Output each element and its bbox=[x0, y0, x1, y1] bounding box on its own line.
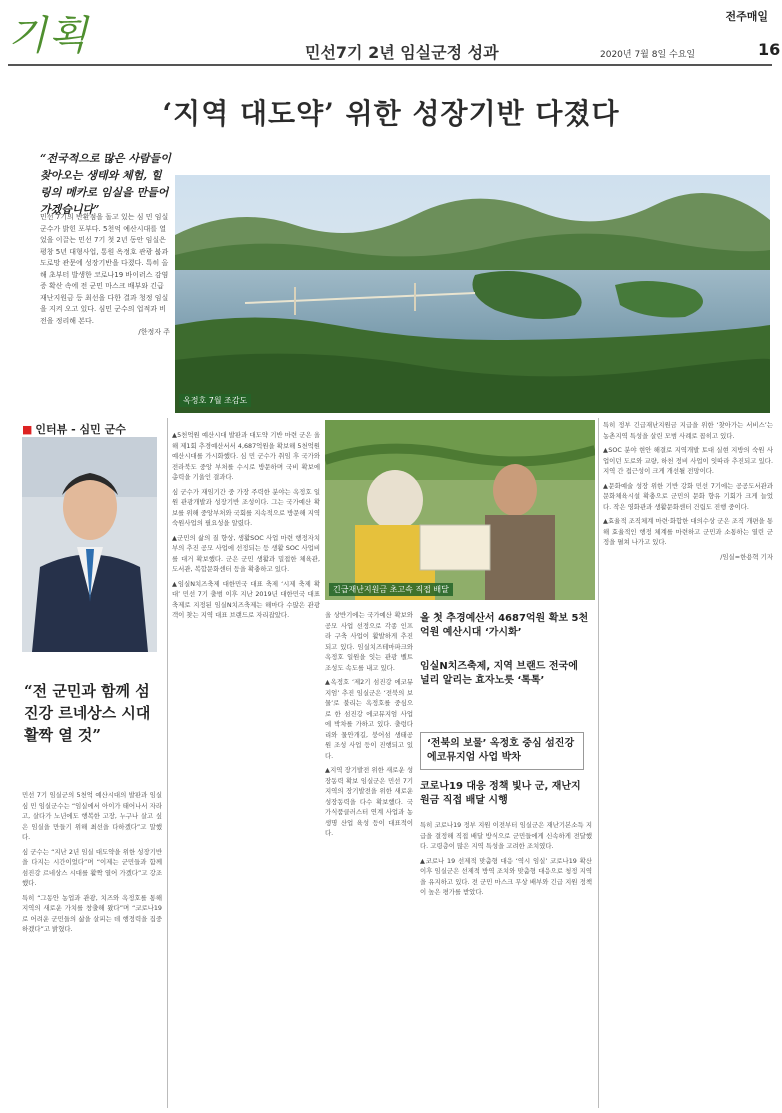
publication-name: 전주매일 bbox=[725, 10, 768, 23]
header-rule bbox=[8, 64, 772, 66]
interview-label-text: 인터뷰 - 심민 군수 bbox=[35, 423, 126, 436]
body-paragraph: 심 군수가 재임기간 중 가장 주력한 분야는 옥정호 일원 관광개발과 성장기반 조성이다. 그는 국가예산 확보를 위해 중앙부처와 국회를 지속적으로 방문해 지역 숙원사업의 필요성을 알렸다. bbox=[172, 487, 320, 527]
section-label: 기획 bbox=[8, 13, 90, 59]
interview-paragraph: 민선 7기 임실군의 5천억 예산시대의 발판과 임실 심 민 임실군수는 “임실에서 아이가 태어나서 자라고, 살다가 노년에도 행복한 고장, 누구나 살고 싶은 임실을 만들기 위해 최선을 다하겠다”고 말했다. bbox=[22, 791, 162, 841]
interview-paragraph: 특히 “그동안 농업과 관광, 치즈와 옥정호를 통해 지역의 새로운 가치를 창출해 왔다”며 “코로나19로 어려운 군민들의 삶을 살피는 데 행정력을 집중하겠다”고 밝혔다. bbox=[22, 893, 162, 933]
column-4 bbox=[420, 820, 592, 1110]
subhead-cheese-festival: 임실N치즈축제, 지역 브랜드 전국에 널리 알리는 효자노릇 ‘톡톡’ bbox=[420, 661, 578, 686]
section-title: 민선7기 2년 임실군정 성과 bbox=[305, 43, 499, 62]
bullet-icon: ■ bbox=[22, 423, 33, 436]
lead-text: 민선 7기의 반환점을 돌고 있는 심 민 임실군수가 밝힌 포부다. 5천억 예산시대를 열었을 이끌는 민선 7기 첫 2년 동안 임실은 평창 5년 대형사업, 통원 옥정호 관광 붐과 도로망 관문에 성장기반을 다졌다. 특히 올해 초부터 발생한 코로나19 바이러스 감염증 확산 속에 전 군민 마스크 배부와 긴급재난지원금 등 최선을 다한 결과 청정 임실을 지켜 오고 있다. 심민 군수의 업적과 비전을 정리해 본다. bbox=[40, 213, 169, 325]
farm-photo-caption: 긴급재난지원금 초고속 직접 배달 bbox=[329, 583, 453, 596]
column-2 bbox=[172, 430, 320, 1110]
subhead-budget: 올 첫 추경예산서 4687억원 확보 5천억원 예산시대 ‘가시화’ bbox=[420, 613, 589, 638]
column-interview bbox=[22, 790, 162, 1110]
interview-big-quote: “전 군민과 함께 섬진강 르네상스 시대 활짝 열 것” bbox=[24, 682, 151, 744]
portrait-photo bbox=[22, 437, 157, 652]
body-paragraph: ▲문화예술 성장 위한 기반 강화 민선 7기에는 공공도서관과 문화체육시설 확충으로 군민의 문화 향유 기회가 크게 늘었다. 작은 영화관과 생활문화센터 건립도 진행 중이다. bbox=[603, 481, 773, 511]
page-number: 16 bbox=[758, 40, 781, 59]
body-paragraph: 올 상반기에는 국가예산 확보와 공모 사업 선정으로 각종 인프라 구축 사업이 활발하게 추진되고 있다. 임실치즈테마파크와 옥정호 일원을 잇는 관광 벨트 조성도 속도를 내고 있다. bbox=[325, 611, 413, 672]
column-divider bbox=[167, 418, 168, 1108]
interview-label bbox=[22, 421, 126, 437]
photo-caption: 옥정호 7월 조감도 bbox=[179, 394, 251, 407]
subhead-box-okjeongho: ‘전북의 보물’ 옥정호 중심 섬진강 에코뮤지엄 사업 박차 bbox=[420, 732, 584, 770]
column-3 bbox=[325, 610, 413, 1110]
lead-byline: /한정자 주 bbox=[138, 328, 170, 336]
body-paragraph: ▲코로나 19 선제적 맞춤형 대응 ‘역시 임실’ 코로나19 확산 이후 임실군은 선제적 방역 조치와 맞춤형 대응으로 청정 지역을 유지하고 있다. 전 군민 마스크 무상 배부와 긴급 지원 정책이 높은 평가를 받았다. bbox=[420, 856, 592, 896]
body-paragraph: ▲옥정호 ‘제2기 섬진강 에코뮤지엄’ 추진 임실군은 ‘전북의 보물’로 불리는 옥정호를 중심으로 한 섬진강 에코뮤지엄 사업에 박차를 가하고 있다. 출렁다리와 물안개길, 붕어섬 생태공원 조성 사업 등이 진행되고 있다. bbox=[325, 678, 413, 760]
relief-delivery-photo bbox=[325, 420, 595, 600]
subhead-covid: 코로나19 대응 정책 빛나 군, 재난지원금 직접 배달 시행 bbox=[420, 781, 581, 806]
column-divider bbox=[598, 418, 599, 1108]
aerial-photo-okjeongho bbox=[175, 175, 770, 413]
lead-paragraph bbox=[40, 212, 170, 339]
body-paragraph: ▲지역 장기발전 위한 새로운 성장동력 확보 임실군은 민선 7기 지역의 장기발전을 위한 새로운 성장동력을 다수 확보했다. 국가식품클러스터 연계 사업과 농생명 산업 육성 등이 대표적이다. bbox=[325, 766, 413, 837]
pull-quote: “전국적으로 많은 사람들이 찾아오는 생태와 체험, 힐링의 메카로 임실을 만들어 가겠습니다” bbox=[40, 152, 171, 216]
headline: ‘지역 대도약’ 위한 성장기반 다졌다 bbox=[162, 97, 620, 130]
body-paragraph: 특히 코로나19 정부 지원 이전부터 임실군은 재난기본소득 지급을 결정해 직접 배달 방식으로 군민들에게 신속하게 전달했다. 고령층이 많은 지역 특성을 고려한 조치였다. bbox=[420, 821, 592, 850]
body-paragraph: ▲효율적 조직체계 마련·화합한 대의수상 군은 조직 개편을 통해 효율적인 행정 체계를 마련하고 군민과 소통하는 열린 군정을 펼쳐 나가고 있다. bbox=[603, 517, 773, 546]
body-paragraph: ▲임실N치즈축제 대한민국 대표 축제 ‘시제 축제 확대’ 민선 7기 출범 이후 지난 2019년 대한민국 대표 축제로 지정된 임실N치즈축제는 해마다 수많은 관광객이 찾는 지역 대표 브랜드로 자리잡았다. bbox=[172, 579, 320, 619]
body-paragraph: ▲5천억원 예산시대 발판과 대도약 기반 마련 군은 올해 제1회 추경예산서서 4,687억원을 확보해 5천억원 예산시대를 가시화했다. 심 민 군수가 취임 후 국가와 전라북도 중앙 부처를 수시로 방문하며 국비 확보에 총력을 기울인 결과다. bbox=[172, 431, 320, 481]
interview-paragraph: 심 군수는 “지난 2년 임실 대도약을 위한 성장기반을 다지는 시간이었다”며 “이제는 군민들과 함께 섬진강 르네상스 시대를 활짝 열어 가겠다”고 강조했다. bbox=[22, 847, 162, 887]
body-paragraph: 특히 정부 긴급재난지원금 지급을 위한 ‘찾아가는 서비스’는 농촌지역 특성을 살린 모범 사례로 꼽히고 있다. bbox=[603, 421, 773, 440]
body-paragraph: ▲SOC 분야 현안 해결로 지역개발 토대 실현 지방의 숙원 사업이던 도로와 교량, 하천 정비 사업이 잇따라 추진되고 있다. 지역 간 접근성이 크게 개선될 전망이다. bbox=[603, 446, 773, 475]
publication-date: 2020년 7월 8일 수요일 bbox=[600, 50, 696, 60]
reporter-byline: /임실=한용혁 기자 bbox=[720, 552, 773, 561]
body-paragraph: ▲군민의 삶의 질 향상, 생활SOC 사업 마련 행정자치부의 추진 공모 사업에 선정되는 등 생활 SOC 사업비를 대거 확보했다. 군은 군민 생활과 밀접한 체육관, 도서관, 복합문화센터 등을 확충하고 있다. bbox=[172, 533, 320, 573]
column-5 bbox=[603, 420, 773, 1110]
